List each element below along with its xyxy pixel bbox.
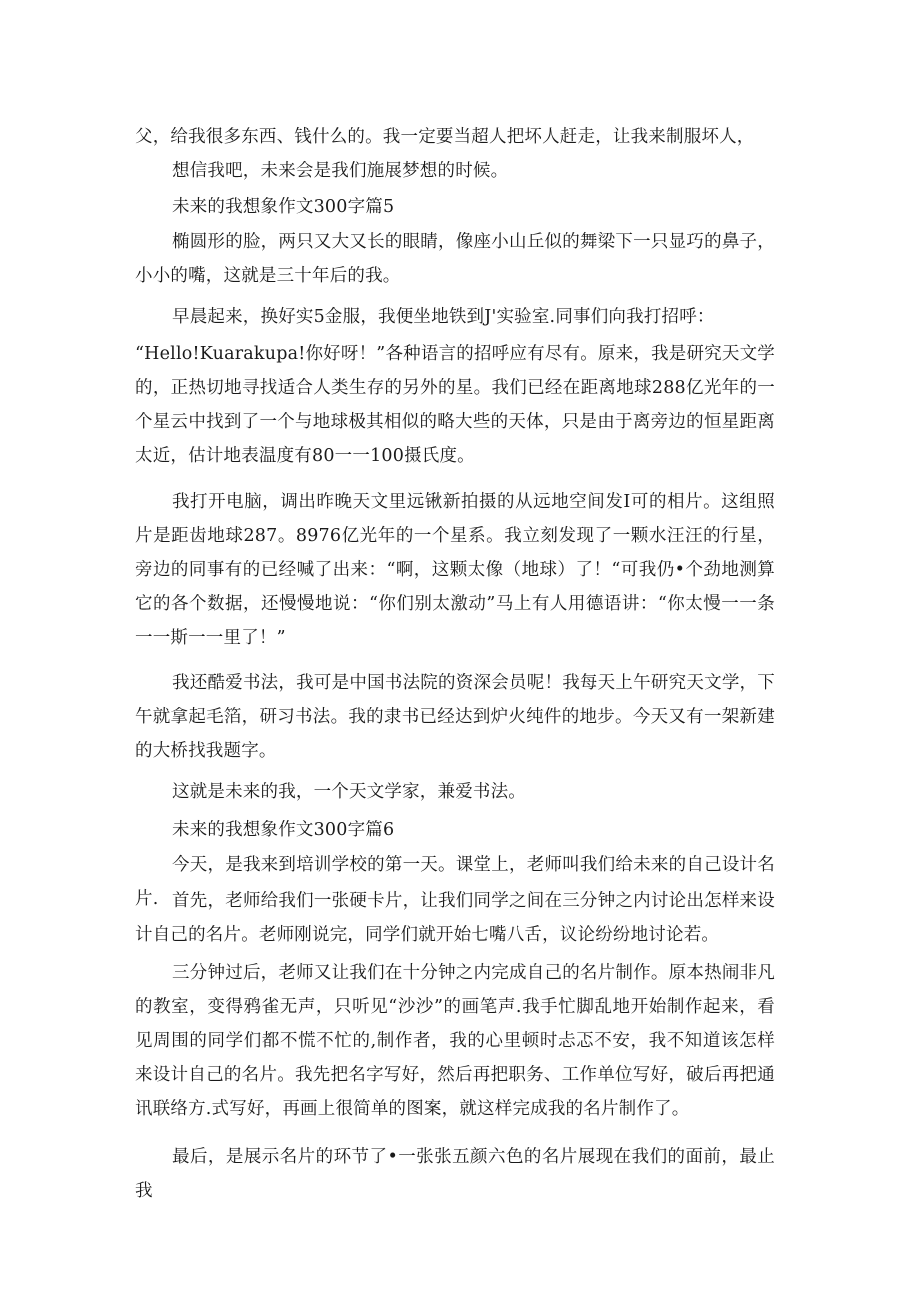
paragraph-6: 我打开电脑，调出昨晚天文里远锹新拍摄的从远地空间发I可的相片。这组照片是距齿地球287。8976亿光年的一个星系。我立刻发现了一颗水汪汪的行星，旁边的同事有的已经喊了出来：“啊，这颗太像（地球）了！“可我仍•个劲地测算它的各个数据，还慢慢地说：“你们别太激动”马上有人用德语讲：“你太慢一一条一一斯一一里了！”: [135, 492, 775, 648]
paragraph-12: 最后，是展示名片的环节了•一张张五颜六色的名片展现在我们的面前，最止我: [135, 1147, 775, 1201]
paragraph-5: “Hello!Kuarakupa!你好呀！”各种语言的招呼应有尽有。原来，我是研究天文学的，正热切地寻找适合人类生存的另外的星。我们已经在距离地球288亿光年的一个星云中找到了一个与地球极其相似的略大些的天体，只是由于离旁边的恒星距离太近，估计地表温度有80一一100摄氏度。: [135, 344, 775, 466]
paragraph-4: 早晨起来，换好实5金服，我便坐地铁到J'实验室.同事们向我打招呼：: [172, 307, 715, 327]
paragraph-3: 椭圆形的脸，两只又大又长的眼睛，像座小山丘似的舞梁下一只显巧的鼻子，小小的嘴，这就是三十年后的我。: [135, 232, 775, 286]
paragraph-9: 今天，是我来到培训学校的第一天。课堂上，老师叫我们给未来的自己设计名片.: [135, 855, 775, 909]
paragraph-8: 这就是未来的我，一个天文学家，兼爱书法。: [172, 782, 526, 802]
section-heading-6: 未来的我想象作文300字篇6: [172, 820, 395, 840]
paragraph-10: 首先，老师给我们一张硬卡片，让我们同学之间在三分钟之内讨论出怎样来设计自己的名片。老师刚说完，同学们就开始七嘴八舌，议论纷纷地讨论若。: [135, 891, 775, 945]
paragraph-11: 三分钟过后，老师又让我们在十分钟之内完成自己的名片制作。原本热闹非凡的教室，变得鸦雀无声，只听见“沙沙”的画笔声.我手忙脚乱地开始制作起来，看见周围的同学们都不慌不忙的,制作者，我的心里顿时忐忑不安，我不知道该怎样来设计自己的名片。我先把名字写好，然后再把职务、工作单位写好，破后再把通讯联络方.式写好，再画上很简单的图案，就这样完成我的名片制作了。: [135, 963, 775, 1119]
paragraph-7: 我还酷爱书法，我可是中国书法院的资深会员呢！我每天上午研究天文学，下午就拿起毛箔，研习书法。我的隶书已经达到炉火纯件的地步。今天又有一架新建的大桥找我题字。: [135, 673, 775, 761]
paragraph-1: 父，给我很多东西、钱什么的。我一定要当超人把坏人赶走，让我来制服坏人，: [135, 127, 755, 147]
section-heading-5: 未来的我想象作文300字篇5: [172, 197, 395, 217]
paragraph-2: 想信我吧，未来会是我们施展梦想的时候。: [172, 161, 509, 181]
